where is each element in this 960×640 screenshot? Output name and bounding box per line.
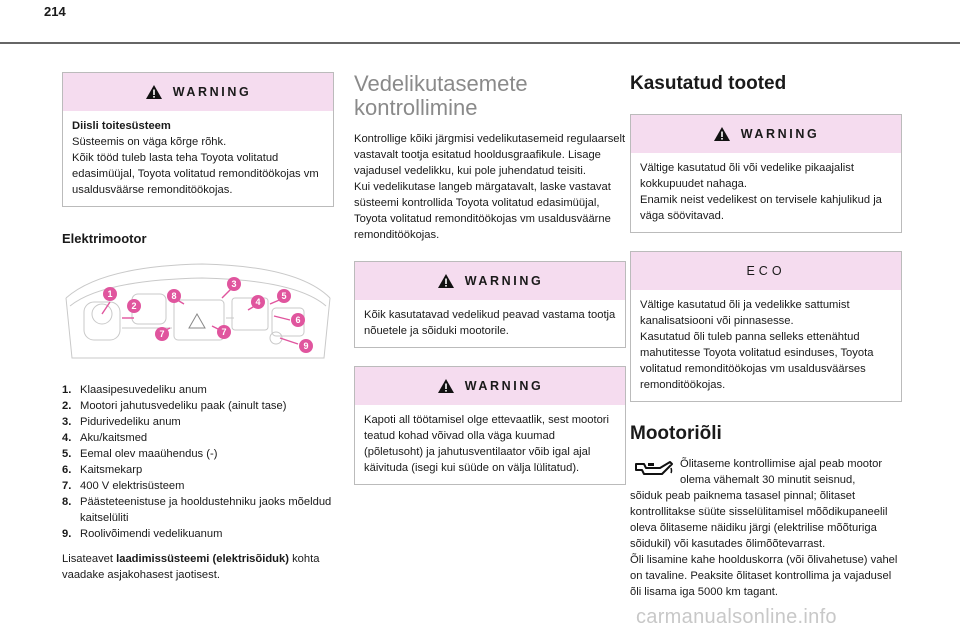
list-item: 1. Klaasipesuvedeliku anum [62,384,207,396]
page-number: 214 [44,4,66,19]
warning-label: WARNING [464,274,544,288]
warning-text: Kapoti all töötamisel olge ettevaatlik, sest mootori teatud kohad võivad olla väga kuumad (põletusoht) ja jahutusventilaator võib igal ajal käivituda (isegi kui süüde on välja lülitatud). [364,414,610,474]
callout-7a: 7 [159,329,165,339]
parts-list [62,382,334,542]
callout-9: 9 [303,341,309,351]
engine-bay-illustration [62,258,334,368]
top-rule [0,42,960,44]
oil-can-icon [632,456,674,480]
eco-text: Vältige kasutatud õli ja vedelikke sattumist kanalisatsiooni või pinnasesse. Kasutatud õli tuleb panna selleks ettenähtud mahutitesse Toyota volitatud esinduses, Toyota volitatud remonditöökojas vm usaldusväärses remonditöökojas. [640,299,874,391]
warning-triangle-icon [145,84,163,100]
callout-2: 2 [131,301,137,311]
warning-text: Vältige kasutatud õli või vedelike pikaajalist kokkupuudet nahaga. Enamik neist vedelikest on tervisele kahjulikud ja väga söövitavad. [640,162,882,222]
list-item: 3. Pidurivedeliku anum [62,416,181,428]
watermark: carmanualsonline.info [636,606,837,628]
warning-header [63,73,333,111]
warning-box-hood [354,366,626,485]
warning-header [355,367,625,405]
column-2 [354,72,626,485]
section-title-electric-motor: Elektrimootor [62,231,147,246]
callout-7b: 7 [221,327,227,337]
eco-label: ECO [746,264,786,278]
oil-intro-row [630,456,902,488]
list-item: 9. Roolivõimendi vedelikuanum [62,528,223,540]
engine-bay-diagram [62,258,334,368]
warning-header [355,262,625,300]
more-info-link-text: laadimissüsteemi (elektrisõiduk) [116,553,289,565]
eco-header [631,252,901,290]
warning-triangle-icon [437,378,455,394]
callout-6: 6 [295,315,301,325]
list-item: 5. Eemal olev maaühendus (-) [62,448,218,460]
column-3 [630,72,902,600]
intro-text: Kontrollige kõiki järgmisi vedelikutasemeid regulaarselt vastavalt tootja esitatud hooldusgraafikule. Lisage vajadusel vedelikku, kui pole juhendatud teisiti. Kui vedelikutase langeb märgatavalt, laske vastavat süsteemi kontrollida Toyota volitatud edasimüüjal, Toyota volitatud remonditöökojas vm usaldusväärne remonditöökojas. [354,133,626,241]
warning-label: WARNING [740,127,820,141]
callout-3: 3 [231,279,237,289]
warning-box-used-oil [630,114,902,233]
warning-text: Süsteemis on väga kõrge rõhk. Kõik tööd tuleb lasta teha Toyota volitatud edasimüüjal, Toyota volitatud remonditöökojas vm usaldusväärse remonditöökojas. [72,136,319,196]
callout-8: 8 [171,291,177,301]
title-engine-oil: Mootoriõli [630,423,722,444]
oil-text-first: Õlitaseme kontrollimise ajal peab mootor olema vähemalt 30 minutit seisnud, [680,458,883,486]
warning-label: WARNING [464,379,544,393]
callout-1: 1 [107,289,113,299]
title-used-products: Kasutatud tooted [630,73,787,94]
list-item: 4. Aku/kaitsmed [62,432,148,444]
oil-text: sõiduk peab paiknema tasasel pinnal; õlitaset kontrollitakse süüte sisselülitamisel mõõdikupaneelil oleva õlitaseme näidiku järgi (elektrilise mõõturiga sõidukil) või kasutades õlimõõtevarrast. Õli lisamine kahe hoolduskorra (või õlivahetuse) vahel on tavaline. Peaksite õlitaset kontrollima ja vajadusel õli lisama iga 5000 km tagant. [630,490,898,598]
list-item: 7. 400 V elektrisüsteem [62,480,185,492]
warning-header [631,115,901,153]
hazard-symbol-icon [189,314,205,328]
column-1 [62,72,334,583]
warning-triangle-icon [713,126,731,142]
callout-4: 4 [255,297,261,307]
eco-box [630,251,902,402]
list-item: 2. Mootori jahutusvedeliku paak (ainult tase) [62,400,287,412]
list-item: 6. Kaitsmekarp [62,464,143,476]
warning-label: WARNING [172,85,252,99]
title-fluid-levels: Vedelikutasemete kontrollimine [354,71,528,120]
callout-5: 5 [281,291,287,301]
warning-text: Kõik kasutatavad vedelikud peavad vastama tootja nõuetele ja sõiduki mootorile. [364,309,616,337]
warning-box-fluids [354,261,626,348]
warning-triangle-icon [437,273,455,289]
warning-heading: Diisli toitesüsteem [72,120,171,132]
more-info-text: Lisateavet laadimissüsteemi (elektrisõiduk) kohta vaadake asjakohasest jaotisest. [62,553,320,581]
list-item: 8. Päästeteenistuse ja hooldustehniku jaoks mõeldud kaitselüliti [62,496,332,524]
warning-box-diesel [62,72,334,207]
